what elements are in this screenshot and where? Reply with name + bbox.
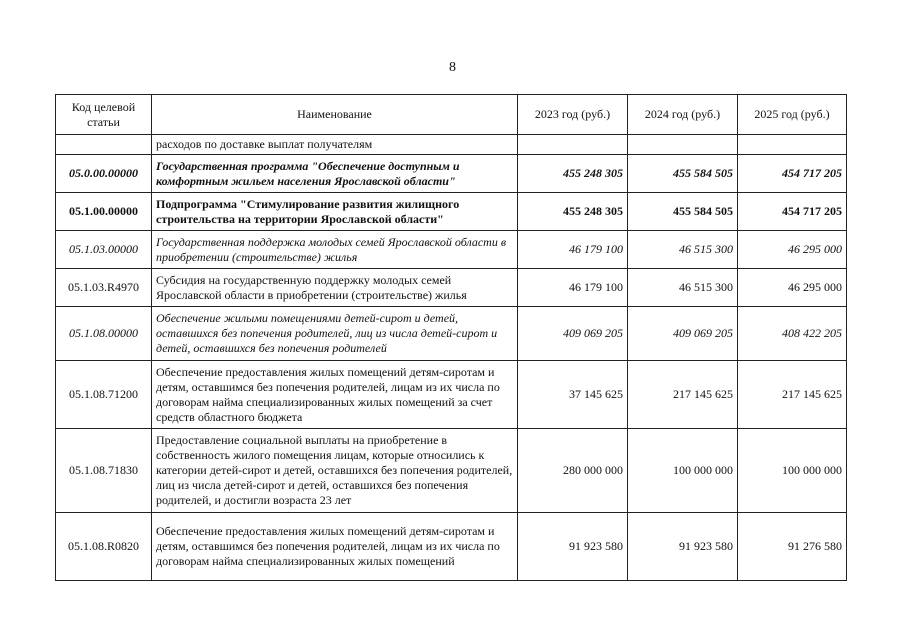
row-code: 05.1.08.71200 <box>56 361 152 429</box>
table-row <box>56 307 847 361</box>
row-2023 <box>518 135 628 155</box>
row-2023: 46 179 100 <box>518 231 628 269</box>
row-name: расходов по доставке выплат получателям <box>152 135 518 155</box>
row-2024: 100 000 000 <box>628 429 738 513</box>
row-name: Обеспечение предоставления жилых помещений детям-сиротам и детям, оставшимся без попечения родителей, лицам из их числа по договорам найма специализированных жилых помещений <box>152 513 518 581</box>
table-row <box>56 231 847 269</box>
row-2025 <box>738 135 847 155</box>
row-code: 05.1.08.R0820 <box>56 513 152 581</box>
table-row <box>56 155 847 193</box>
row-2025: 454 717 205 <box>738 155 847 193</box>
row-code: 05.1.03.R4970 <box>56 269 152 307</box>
row-2023: 455 248 305 <box>518 155 628 193</box>
row-2025: 408 422 205 <box>738 307 847 361</box>
row-2024 <box>628 135 738 155</box>
table-row <box>56 513 847 581</box>
row-name: Предоставление социальной выплаты на приобретение в собственность жилого помещения лицам, которые относились к категории детей-сирот и детей, оставшихся без попечения родителей, лиц из числа детей-сирот и детей, оставшихся без попечения родителей, и достигли возраста 23 лет <box>152 429 518 513</box>
row-2024: 46 515 300 <box>628 269 738 307</box>
row-2023: 409 069 205 <box>518 307 628 361</box>
header-code: Код целевой статьи <box>56 95 152 135</box>
row-2025: 46 295 000 <box>738 231 847 269</box>
row-name: Обеспечение предоставления жилых помещений детям-сиротам и детям, оставшимся без попечения родителей, лицам из их числа по договорам найма специализированных жилых помещений за счет средств областного бюджета <box>152 361 518 429</box>
header-2023: 2023 год (руб.) <box>518 95 628 135</box>
row-2025: 46 295 000 <box>738 269 847 307</box>
table-row <box>56 193 847 231</box>
row-name: Государственная поддержка молодых семей Ярославской области в приобретении (строительстве) жилья <box>152 231 518 269</box>
row-2023: 91 923 580 <box>518 513 628 581</box>
header-name: Наименование <box>152 95 518 135</box>
row-2024: 409 069 205 <box>628 307 738 361</box>
row-2023: 46 179 100 <box>518 269 628 307</box>
table-row <box>56 429 847 513</box>
table-row <box>56 269 847 307</box>
row-code <box>56 135 152 155</box>
table-row <box>56 361 847 429</box>
row-code: 05.1.03.00000 <box>56 231 152 269</box>
row-name: Субсидия на государственную поддержку молодых семей Ярославской области в приобретении (строительстве) жилья <box>152 269 518 307</box>
table-row <box>56 135 847 155</box>
row-2023: 37 145 625 <box>518 361 628 429</box>
header-2024: 2024 год (руб.) <box>628 95 738 135</box>
budget-table <box>55 94 847 581</box>
row-2023: 455 248 305 <box>518 193 628 231</box>
row-code: 05.1.00.00000 <box>56 193 152 231</box>
row-2023: 280 000 000 <box>518 429 628 513</box>
row-code: 05.0.00.00000 <box>56 155 152 193</box>
row-name: Государственная программа "Обеспечение доступным и комфортным жильем населения Ярославской области" <box>152 155 518 193</box>
row-2024: 46 515 300 <box>628 231 738 269</box>
row-2025: 100 000 000 <box>738 429 847 513</box>
row-2025: 217 145 625 <box>738 361 847 429</box>
row-2025: 454 717 205 <box>738 193 847 231</box>
row-name: Обеспечение жилыми помещениями детей-сирот и детей, оставшихся без попечения родителей, лиц из числа детей-сирот и детей, оставшихся без попечения родителей <box>152 307 518 361</box>
row-2024: 455 584 505 <box>628 155 738 193</box>
table-header-row <box>56 95 847 135</box>
row-2024: 91 923 580 <box>628 513 738 581</box>
row-name: Подпрограмма "Стимулирование развития жилищного строительства на территории Ярославской области" <box>152 193 518 231</box>
row-code: 05.1.08.00000 <box>56 307 152 361</box>
row-2025: 91 276 580 <box>738 513 847 581</box>
row-code: 05.1.08.71830 <box>56 429 152 513</box>
row-2024: 455 584 505 <box>628 193 738 231</box>
row-2024: 217 145 625 <box>628 361 738 429</box>
page-number: 8 <box>449 60 456 75</box>
header-2025: 2025 год (руб.) <box>738 95 847 135</box>
